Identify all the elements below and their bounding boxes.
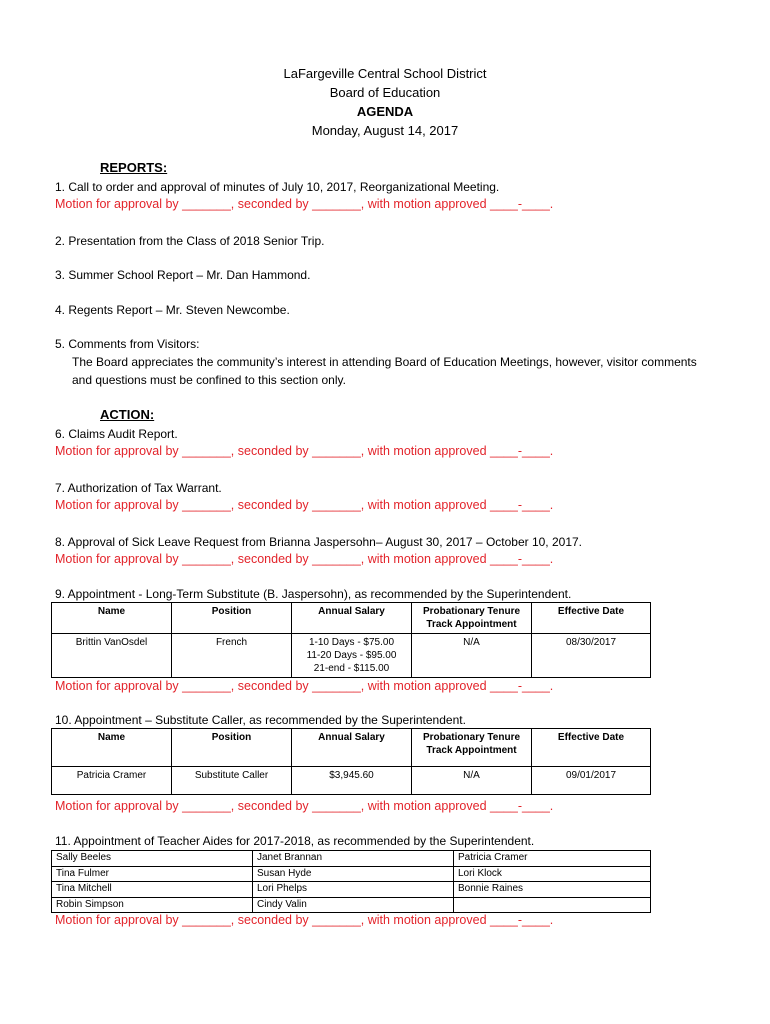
agenda-item-6: 6. Claims Audit Report. [55,427,178,441]
col-position: Position [172,729,292,767]
teacher-aides-table [51,850,651,913]
aide-cell: Robin Simpson [52,897,253,913]
motion-line: Motion for approval by _______, seconded by _______, with motion approved ____-____. [55,799,554,813]
table-row [52,851,651,867]
agenda-item-5: 5. Comments from Visitors: [55,337,200,351]
action-heading: ACTION: [100,407,155,422]
agenda-item-2: 2. Presentation from the Class of 2018 Senior Trip. [55,234,325,248]
agenda-item-7: 7. Authorization of Tax Warrant. [55,481,222,495]
motion-line: Motion for approval by _______, seconded by _______, with motion approved ____-____. [55,444,554,458]
appointment-table-10 [51,728,651,795]
cell-effective: 09/01/2017 [532,767,651,795]
agenda-title: AGENDA [356,104,414,119]
agenda-item-3: 3. Summer School Report – Mr. Dan Hammond. [55,268,311,282]
agenda-item-1: 1. Call to order and approval of minutes of July 10, 2017, Reorganizational Meeting. [55,180,500,194]
table-row [52,882,651,898]
aide-cell: Lori Klock [454,866,651,882]
aide-cell: Tina Mitchell [52,882,253,898]
cell-tenure: N/A [412,634,532,678]
col-name: Name [52,603,172,634]
aide-cell: Cindy Valin [253,897,454,913]
col-name: Name [52,729,172,767]
aide-cell: Patricia Cramer [454,851,651,867]
visitor-comments-text: The Board appreciates the community’s interest in attending Board of Education Meetings, however, visitor comments and questions must be confined to this section only. [72,355,697,387]
motion-line: Motion for approval by _______, seconded by _______, with motion approved ____-____. [55,498,554,512]
table-header-row [52,729,651,767]
motion-line: Motion for approval by _______, seconded by _______, with motion approved ____-____. [55,913,554,927]
aide-cell: Tina Fulmer [52,866,253,882]
table-row [52,634,651,678]
aide-cell: Lori Phelps [253,882,454,898]
motion-line: Motion for approval by _______, seconded by _______, with motion approved ____-____. [55,552,554,566]
col-salary: Annual Salary [292,603,412,634]
table-header-row [52,603,651,634]
motion-line: Motion for approval by _______, seconded by _______, with motion approved ____-____. [55,679,554,693]
cell-position: French [172,634,292,678]
agenda-item-11: 11. Appointment of Teacher Aides for 2017-2018, as recommended by the Superintendent. [55,834,535,848]
cell-effective: 08/30/2017 [532,634,651,678]
cell-position: Substitute Caller [172,767,292,795]
table-row [52,897,651,913]
col-effective: Effective Date [532,729,651,767]
cell-tenure: N/A [412,767,532,795]
aide-cell: Bonnie Raines [454,882,651,898]
agenda-item-9: 9. Appointment - Long-Term Substitute (B. Jaspersohn), as recommended by the Superintendent. [55,587,572,601]
cell-name: Brittin VanOsdel [52,634,172,678]
col-tenure: Probationary Tenure Track Appointment [412,729,532,767]
col-tenure: Probationary Tenure Track Appointment [412,603,532,634]
cell-salary: 1-10 Days - $75.00 11-20 Days - $95.00 21-end - $115.00 [292,634,412,678]
cell-salary: $3,945.60 [292,767,412,795]
reports-heading: REPORTS: [100,160,168,175]
appointment-table-9 [51,602,651,678]
aide-cell [454,897,651,913]
col-salary: Annual Salary [292,729,412,767]
col-position: Position [172,603,292,634]
aide-cell: Susan Hyde [253,866,454,882]
agenda-item-4: 4. Regents Report – Mr. Steven Newcombe. [55,303,290,317]
agenda-item-8: 8. Approval of Sick Leave Request from Brianna Jaspersohn– August 30, 2017 – October 10, 2017. [55,535,583,549]
meeting-date: Monday, August 14, 2017 [311,123,459,138]
motion-line: Motion for approval by _______, seconded by _______, with motion approved ____-____. [55,197,554,211]
board-name: Board of Education [329,85,441,100]
table-row [52,767,651,795]
cell-name: Patricia Cramer [52,767,172,795]
agenda-item-10: 10. Appointment – Substitute Caller, as recommended by the Superintendent. [55,713,466,727]
col-effective: Effective Date [532,603,651,634]
table-row [52,866,651,882]
district-name: LaFargeville Central School District [283,66,487,81]
aide-cell: Janet Brannan [253,851,454,867]
aide-cell: Sally Beeles [52,851,253,867]
